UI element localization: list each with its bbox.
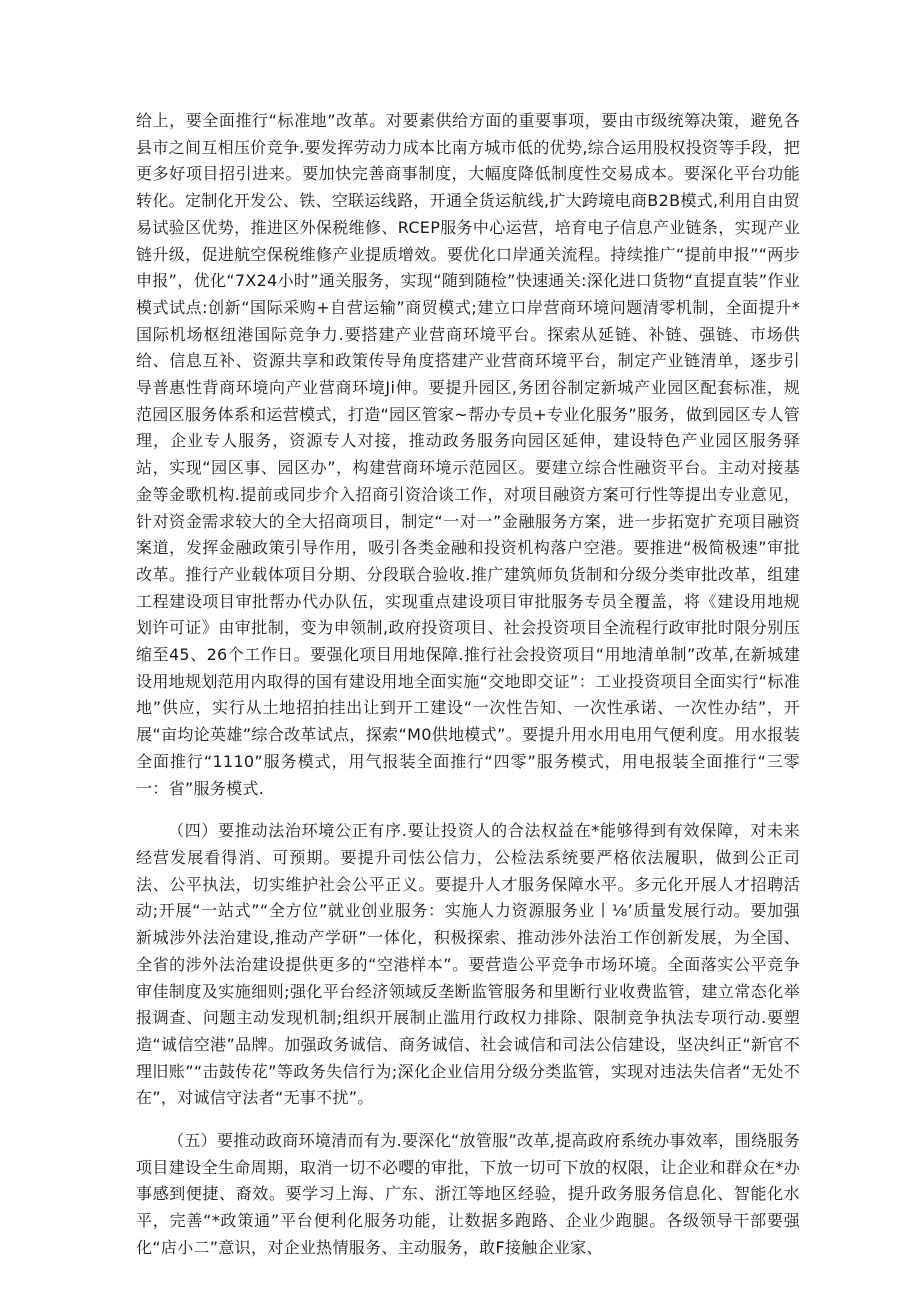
- paragraph-rule-of-law-environment: （四）要推动法治环境公正有序.要让投资人的合法权益在*能够得到有效保障，对未来经营发展看得消、可预期。要提升司怯公信力，公检法系统要严格依法履职，做到公正司法、公平执法，切实维护社会公平正义。要提升人才服务保障水平。多元化开展人才招聘活动;开展“一站式”“全方位”就业创业服务：实施人力资源服务业丨⅛’质量发展行动。要加强新城涉外法治建设,推动产学研”一体化，积极探索、推动涉外法治工作创新发展，为全国、全省的涉外法治建设提供更多的“空港样本”。要营造公平竞争市场环境。全面落实公平竞争审佳制度及实施细则;强化平台经济领域反垄断监管服务和里断行业收费监管，建立常态化举报调查、问题主动发现机制;组织开展制止滥用行政权力排除、限制竞争执法专项行动.要塑造“诚信空港”品牌。加强政务诚信、商务诚信、社会诚信和司法公信建设，坚决纠正“新官不理旧账”“击鼓传花”等政务失信行为;深化企业信用分级分类监管，实现对违法失信者“无处不在”，对诚信守法者“无事不扰”。: [136, 821, 800, 1108]
- paragraph-gap: [136, 1112, 800, 1128]
- document-body: [136, 108, 800, 1262]
- paragraph-business-environment-platforms: 给上，要全面推行“标准地”改革。对要素供给方面的重要事项，要由市级统筹决策，避免各县市之间互相压价竞争.要发挥劳动力成本比南方城市低的优势,综合运用股权投资等手段，把更多好项目招引进来。要加快完善商事制度，大幅度降低制度性交易成本。要深化平台功能转化。定制化开发公、铁、空联运线路，开通全货运航线,扩大跨境电商B2B模式,利用自由贸易试验区优势，推进区外保税维修、RCEP服务中心运营，培育电子信息产业链条，实现产业链升级，促进航空保税维修产业提质增效。要优化口岸通关流程。持续推广“提前申报”“两步申报”，优化“7X24小时”通关服务，实现“随到随检”快速通关:深化进口货物“直提直装”作业模式试点:创新“国际采购+自营运输”商贸模式;建立口岸营商环境问题清零机制，全面提升*国际机场枢纽港国际竞争力.要搭建产业营商环境平台。探索从延链、补链、强链、市场供给、信息互补、资源共享和政策传导角度搭建产业营商环境平台，制定产业链清单，逐步引导普惠性背商环境向产业营商环境Ji伸。要提升园区,务团谷制定新城产业园区配套标准，规范园区服务体系和运营模式，打造“园区管家~帮办专员+专业化服务”服务，做到园区专人管理，企业专人服务，资源专人对接，推动政务服务向园区延伸，建设特色产业园区服务驿站，实现“园区事、园区办”，构建营商环境示范园区。要建立综合性融资平台。主动对接基金等金歌机构.提前或同步介入招商引资洽谈工作，对项目融资方案可行性等提出专业意见，针对资金需求较大的全大招商项目，制定“一对一”金融服务方案，进一步拓宽扩充项目融资案道，发挥金融政策引导作用，吸引各类金融和投资机构落户空港。要推进“极简极速”审批改革。推行产业载体项目分期、分段联合验收.推广建筑师负货制和分级分类审批改革，组建工程建设项目审批帮办代办队伍，实现重点建设项目审批服务专员全覆盖，将《建设用地规划许可证》由审批制，变为申领制,政府投资项目、社会投资项目全流程行政审批时限分别压缩至45、26个工作日。要强化项目用地保障.推行社会投资项目“用地清单制”改革,在新城建设用地规划范用内取得的国有建设用地全面实施“交地即交证”：工业投资项目全面实行“标准地”供应，实行从土地招拍挂出让到开工建设“一次性告知、一次性承诺、一次性办结”，开展“亩均论英雄”综合改革试点，探索“M0供地模式”。要提升用水用电用气便利度。用水报装全面推行“1110”服务模式，用气报装全面推行“四零”服务模式，用电报装全面推行“三零一：省”服务模式.: [136, 111, 800, 798]
- paragraph-government-business-relations: （五）要推动政商环境清而有为.要深化“放管服”改革,提高政府系统办事效率，围绕服务项目建设全生命周期，取消一切不必嘤的审批，下放一切可下放的权限，让企业和群众在*办事感到便捷、裔效。要学习上海、广东、浙江等地区经验，提升政务服务信息化、智能化水平，完善“*政策通”平台便利化服务功能，让数据多跑路、企业少跑腿。各级领导干部要强化“店小二”意识，对企业热情服务、主动服务，敢F接触企业家、: [136, 1131, 800, 1257]
- paragraph-gap: [136, 802, 800, 818]
